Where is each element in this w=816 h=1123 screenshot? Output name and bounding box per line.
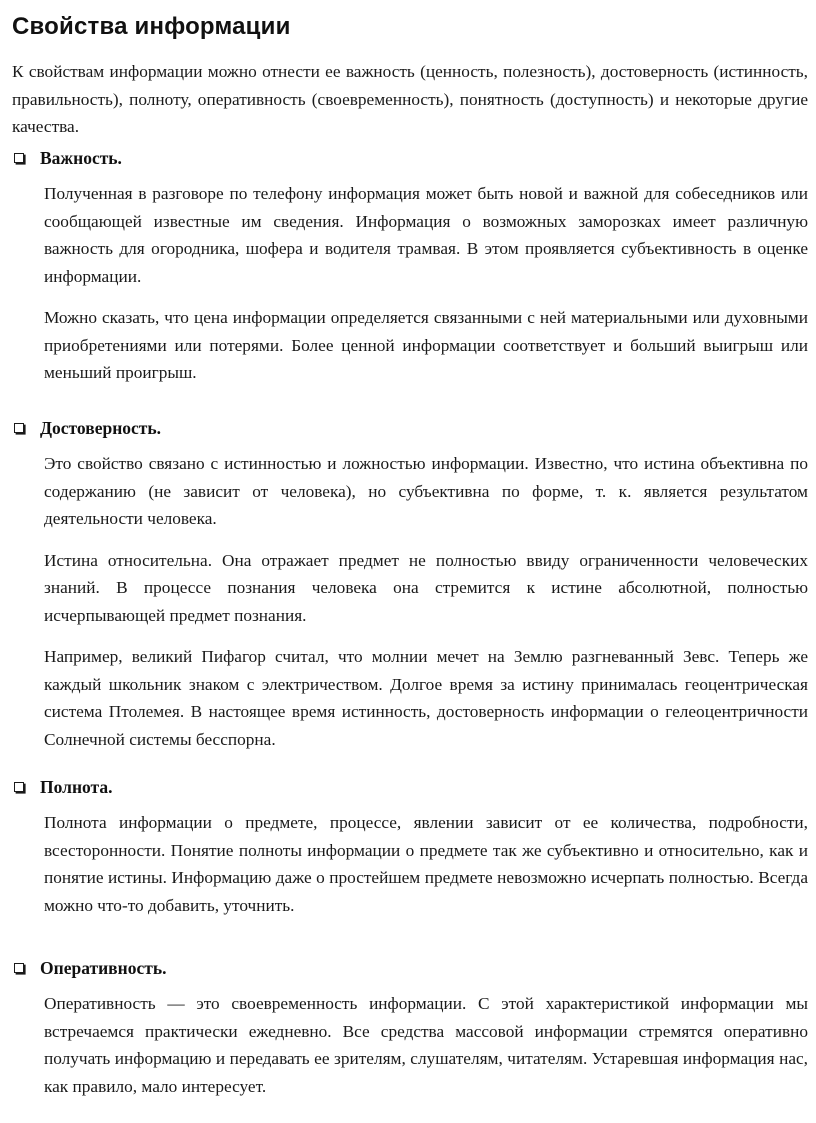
- section-paragraph: Можно сказать, что цена информации определяется связанными с ней материальными или духовными приобретениями или потерями. Более ценной информации соответствует и больший выигрыш или меньший проигрыш.: [44, 308, 808, 382]
- section-heading: Важность.: [40, 148, 122, 168]
- section-timeliness: [12, 954, 808, 1100]
- section-heading: Оперативность.: [40, 958, 167, 978]
- intro-paragraph: К свойствам информации можно отнести ее важность (ценность, полезность), достоверность (истинность, правильность), полноту, оперативность (своевременность), понятность (доступность) и некоторые другие качества.: [12, 62, 808, 136]
- section-reliability: [12, 414, 808, 753]
- section-heading-row: [12, 414, 808, 442]
- section-paragraph: Это свойство связано с истинностью и ложностью информации. Известно, что истина объективна по содержанию (не зависит от человека), но субъективна по форме, т. к. является результатом деятельности человека.: [44, 454, 808, 528]
- section-heading-row: [12, 773, 808, 801]
- checkbox-icon: [14, 963, 24, 973]
- section-importance: [12, 144, 808, 387]
- section-heading: Достоверность.: [40, 418, 162, 438]
- section-paragraph: Истина относительна. Она отражает предмет не полностью ввиду ограниченности человеческих знаний. В процессе познания человека она стремится к истине абсолютной, полностью исчерпывающей предмет познания.: [44, 550, 808, 625]
- section-paragraph: Например, великий Пифагор считал, что молнии мечет на Землю разгневанный Зевс. Теперь же каждый школьник знаком с электричеством. Долгое время за истину принималась геоцентрическая система Птолемея. В настоящее время истинность, достоверность информации о гелеоцентричности Солнечной системы бесспорна.: [44, 647, 808, 749]
- section-paragraph: Полученная в разговоре по телефону информация может быть новой и важной для собеседников или сообщающей известные им сведения. Информация о возможных заморозках имеет различную важность для огородника, шофера и водителя трамвая. В этом проявляется субъективность в оценке информации.: [44, 184, 808, 286]
- section-completeness: [12, 773, 808, 919]
- section-heading: Полнота.: [40, 777, 113, 797]
- checkbox-icon: [14, 782, 24, 792]
- section-paragraph: Оперативность — это своевременность информации. С этой характеристикой информации мы встречаемся практически ежедневно. Все средства массовой информации стремятся оперативно получать информацию и передавать ее зрителям, слушателям, читателям. Устаревшая информация нас, как правило, мало интересует.: [44, 994, 808, 1096]
- checkbox-icon: [14, 153, 24, 163]
- section-paragraph: Полнота информации о предмете, процессе, явлении зависит от ее количества, подробности, всесторонности. Понятие полноты информации о предмете так же субъективно и относительно, как и понятие истины. Информацию даже о простейшем предмете невозможно исчерпать полностью. Всегда можно что-то добавить, уточнить.: [44, 813, 808, 915]
- page-title: Свойства информации: [12, 13, 291, 40]
- section-heading-row: [12, 144, 808, 172]
- checkbox-icon: [14, 423, 24, 433]
- section-heading-row: [12, 954, 808, 982]
